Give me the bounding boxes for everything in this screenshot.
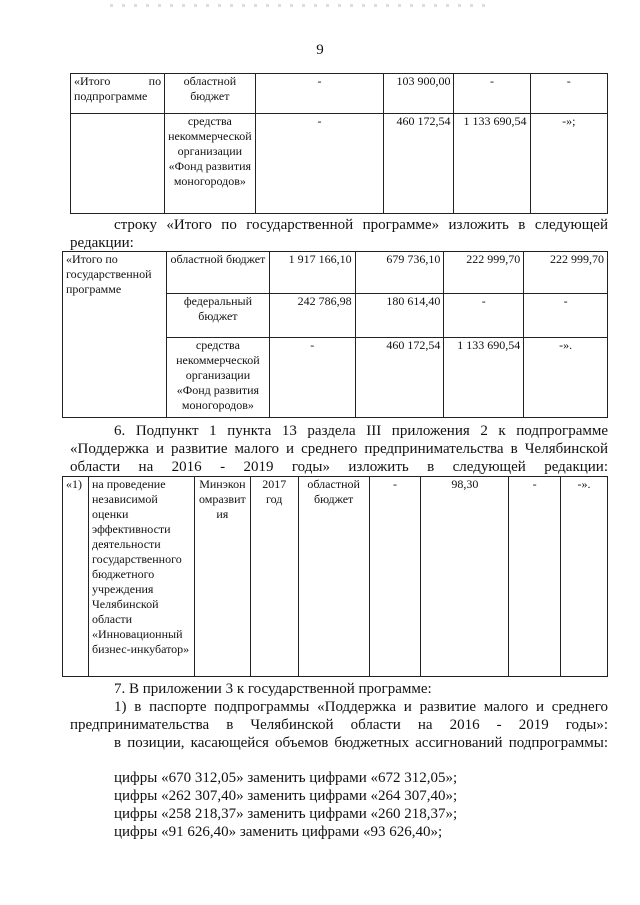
value-2017: 103 900,00 xyxy=(384,74,454,114)
replacement-line: цифры «258 218,37» заменить цифрами «260 218,37»; xyxy=(114,806,458,822)
value-2017: 460 172,54 xyxy=(355,338,444,418)
table-subprogram-total xyxy=(70,73,608,214)
value-2016: - xyxy=(369,477,421,677)
value-2017: 460 172,54 xyxy=(384,114,454,214)
value-2018: - xyxy=(444,294,524,338)
paragraph-item-7: 7. В приложении 3 к государственной программе: xyxy=(114,681,432,697)
value-2019: -». xyxy=(524,338,608,418)
table-row xyxy=(63,252,608,294)
scan-noise xyxy=(110,4,490,7)
funding-source: областной бюджет xyxy=(166,252,269,294)
value-2017: 180 614,40 xyxy=(355,294,444,338)
value-2019: - xyxy=(524,294,608,338)
table-program-total xyxy=(62,251,608,418)
value-2016: - xyxy=(269,338,355,418)
value-2019: -»; xyxy=(530,114,608,214)
value-2018: 1 133 690,54 xyxy=(444,338,524,418)
paragraph-item-6: 6. Подпункт 1 пункта 13 раздела III приложения 2 к подпрограмме «Поддержка и развитие малого и среднего предпринимательства в Челябинской области на 2016 - 2019 годы» изложить в следующей редакции: xyxy=(70,423,608,475)
paragraph-position: в позиции, касающейся объемов бюджетных ассигнований подпрограммы: xyxy=(114,735,608,751)
value-2019: -». xyxy=(561,477,608,677)
paragraph-passport: 1) в паспорте подпрограммы «Поддержка и развитие малого и среднего предпринимательства в Челябинской области на 2016 - 2019 годы»: xyxy=(70,699,608,733)
item-number: «1) xyxy=(63,477,89,677)
funding-source: средства некоммерческой организации «Фонд развития моногородов» xyxy=(166,338,269,418)
replacement-line: цифры «91 626,40» заменить цифрами «93 626,40»; xyxy=(114,824,443,840)
value-2017: 679 736,10 xyxy=(355,252,444,294)
value-2016: - xyxy=(255,114,384,214)
funding-source: средства некоммерческой организации «Фонд развития моногородов» xyxy=(165,114,256,214)
table-row xyxy=(71,74,608,114)
value-2017: 98,30 xyxy=(421,477,509,677)
table-row xyxy=(71,114,608,214)
row-label xyxy=(71,114,165,214)
value-2016: 242 786,98 xyxy=(269,294,355,338)
replacement-line: цифры «262 307,40» заменить цифрами «264 307,40»; xyxy=(114,788,458,804)
replacement-line: цифры «670 312,05» заменить цифрами «672 312,05»; xyxy=(114,770,458,786)
executor: Минэкономразвития xyxy=(194,477,250,677)
value-2016: - xyxy=(255,74,384,114)
row-label: «Итого по подпрограмме xyxy=(71,74,165,114)
table-row xyxy=(63,477,608,677)
table-measure xyxy=(62,476,608,677)
value-2019: - xyxy=(530,74,608,114)
value-2018: - xyxy=(509,477,561,677)
value-2016: 1 917 166,10 xyxy=(269,252,355,294)
page-number: 9 xyxy=(316,42,324,58)
funding-source: федеральный бюджет xyxy=(166,294,269,338)
funding-source: областной бюджет xyxy=(298,477,369,677)
value-2018: 222 999,70 xyxy=(444,252,524,294)
value-2018: 1 133 690,54 xyxy=(454,114,530,214)
value-2018: - xyxy=(454,74,530,114)
measure-description: на проведение независимой оценки эффективности деятельности государственного бюджетного учреждения Челябинской области «Инновационный бизнес-инкубатор» xyxy=(88,477,194,677)
funding-source: областной бюджет xyxy=(165,74,256,114)
paragraph-replace-total: строку «Итого по государственной программе» изложить в следующей редакции: xyxy=(70,217,608,251)
implementation-year: 2017 год xyxy=(250,477,298,677)
value-2019: 222 999,70 xyxy=(524,252,608,294)
row-label: «Итого по государственной программе xyxy=(63,252,167,418)
